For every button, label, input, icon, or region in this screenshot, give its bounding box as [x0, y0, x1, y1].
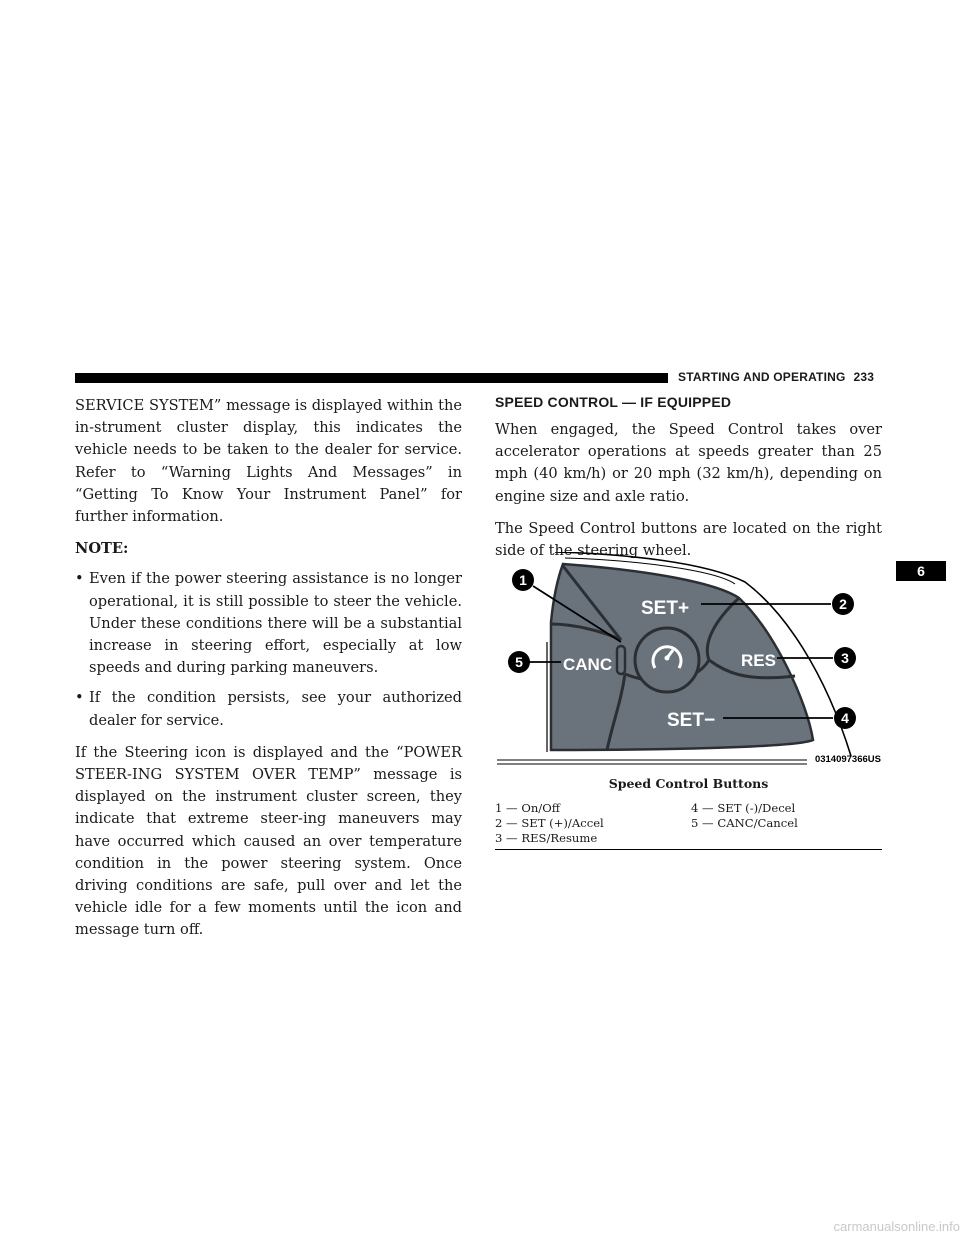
set-plus-label: SET+ — [641, 598, 690, 619]
callout-1 — [512, 569, 534, 591]
callout-5 — [508, 651, 530, 673]
callout-4 — [834, 707, 856, 729]
right-column — [495, 393, 882, 562]
watermark[interactable]: carmanualsonline.info — [833, 1219, 960, 1234]
bullet-item: • If the condition persists, see your authorized dealer for service. — [75, 689, 462, 729]
legend-row: 3 — RES/Resume — [495, 831, 598, 845]
buttons-location-paragraph: The Speed Control buttons are located on the right side of the steering wheel. — [495, 519, 882, 560]
res-label: RES — [741, 651, 776, 670]
figure-legend — [495, 801, 882, 846]
running-header — [678, 370, 888, 386]
legend-row: 2 — SET (+)/Accel 5 — CANC/Cancel — [495, 816, 798, 830]
svg-text:5: 5 — [515, 654, 523, 670]
callout-3 — [834, 647, 856, 669]
page-number: 233 — [853, 370, 875, 384]
section-title: SPEED CONTROL — IF EQUIPPED — [495, 394, 732, 410]
chapter-tab: 6 — [896, 561, 946, 581]
svg-text:4: 4 — [841, 710, 849, 726]
svg-text:2: 2 — [839, 596, 847, 612]
legend-row: 1 — On/Off 4 — SET (-)/Decel — [495, 801, 796, 815]
image-code: 0314097366US — [814, 754, 881, 765]
legend-rule — [495, 849, 882, 850]
intro-paragraph: SERVICE SYSTEM” message is displayed within the in-strument cluster display, this indicates the vehicle needs to be taken to the dealer for service. Refer to “Warning Lights And Messages” in “Getting To Know Your Instrument Panel” for further information. — [75, 397, 462, 526]
speed-control-paragraph: When engaged, the Speed Control takes over accelerator operations at speeds greater than 25 mph (40 km/h) or 20 mph (32 km/h), depending on engine size and axle ratio. — [495, 421, 882, 505]
callout-2 — [832, 593, 854, 615]
svg-text:3: 3 — [841, 650, 849, 666]
note-label: NOTE: — [75, 540, 129, 558]
figure-caption: Speed Control Buttons — [608, 776, 769, 791]
left-column — [75, 395, 462, 942]
svg-text:1: 1 — [519, 572, 527, 588]
bullet-dot: • — [75, 689, 84, 707]
set-minus-label: SET− — [667, 710, 716, 731]
header-section-title: STARTING AND OPERATING — [678, 370, 846, 384]
header-rule — [75, 373, 668, 383]
canc-label: CANC — [563, 655, 613, 674]
bullet-dot: • — [75, 570, 84, 588]
final-paragraph: If the Steering icon is displayed and the “POWER STEER-ING SYSTEM OVER TEMP” message is displayed on the instrument cluster screen, they indicate that extreme steer-ing maneuvers may have occurred which caused an over temperature condition in the power steering system. Once driving conditions are safe, pull over and let the vehicle idle for a few moments until the icon and message turn off. — [75, 743, 462, 939]
speed-control-figure — [495, 552, 885, 770]
bullet-item: • Even if the power steering assistance is no longer operational, it is still possible to steer the vehicle. Under these conditions there will be a substantial increase in steering effort, especially at low speeds and during parking maneuvers. — [75, 570, 462, 677]
